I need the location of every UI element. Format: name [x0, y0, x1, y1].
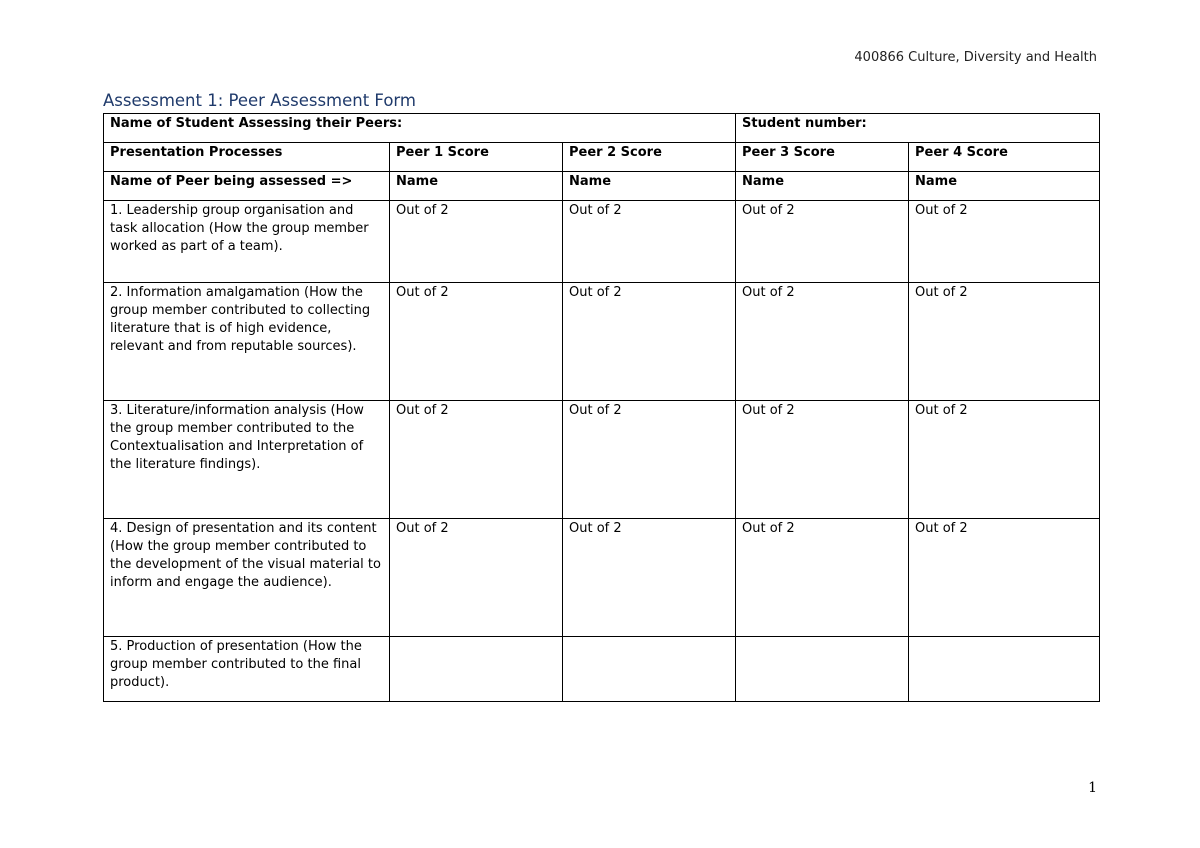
peer-2-score-cell[interactable]: Out of 2: [563, 519, 736, 637]
form-title: Assessment 1: Peer Assessment Form: [103, 91, 417, 110]
peer-2-header: Peer 2 Score: [563, 143, 736, 172]
student-number-field[interactable]: Student number:: [736, 114, 1100, 143]
peer-3-header: Peer 3 Score: [736, 143, 909, 172]
peer-name-label: Name of Peer being assessed =>: [104, 172, 390, 201]
peer-2-score-cell[interactable]: Out of 2: [563, 201, 736, 283]
peer-4-score-cell[interactable]: Out of 2: [909, 401, 1100, 519]
criterion-row: [104, 201, 1100, 283]
criterion-text: 5. Production of presentation (How the group member contributed to the final product).: [104, 637, 390, 702]
peer-4-header: Peer 4 Score: [909, 143, 1100, 172]
assessor-name-field[interactable]: Name of Student Assessing their Peers:: [104, 114, 736, 143]
criterion-text: 2. Information amalgamation (How the group member contributed to collecting literature that is of high evidence, relevant and from reputable sources).: [104, 283, 390, 401]
criterion-row: [104, 401, 1100, 519]
peer-4-name-field[interactable]: Name: [909, 172, 1100, 201]
peer-name-row: [104, 172, 1100, 201]
peer-1-header: Peer 1 Score: [390, 143, 563, 172]
peer-3-score-cell[interactable]: Out of 2: [736, 519, 909, 637]
criterion-row: [104, 519, 1100, 637]
peer-2-name-field[interactable]: Name: [563, 172, 736, 201]
peer-1-score-cell[interactable]: Out of 2: [390, 519, 563, 637]
criterion-text: 3. Literature/information analysis (How the group member contributed to the Contextualisation and Interpretation of the literature findings).: [104, 401, 390, 519]
peer-1-score-cell[interactable]: Out of 2: [390, 201, 563, 283]
criterion-row: [104, 283, 1100, 401]
peer-2-score-cell[interactable]: [563, 637, 736, 702]
peer-4-score-cell[interactable]: Out of 2: [909, 201, 1100, 283]
peer-2-score-cell[interactable]: Out of 2: [563, 283, 736, 401]
peer-3-score-cell[interactable]: Out of 2: [736, 201, 909, 283]
peer-3-score-cell[interactable]: [736, 637, 909, 702]
header-row: [104, 143, 1100, 172]
assessor-row: [104, 114, 1100, 143]
peer-3-name-field[interactable]: Name: [736, 172, 909, 201]
peer-1-score-cell[interactable]: Out of 2: [390, 283, 563, 401]
peer-4-score-cell[interactable]: Out of 2: [909, 519, 1100, 637]
peer-1-name-field[interactable]: Name: [390, 172, 563, 201]
peer-3-score-cell[interactable]: Out of 2: [736, 283, 909, 401]
process-header: Presentation Processes: [104, 143, 390, 172]
course-header: 400866 Culture, Diversity and Health: [854, 50, 1097, 65]
peer-4-score-cell[interactable]: [909, 637, 1100, 702]
peer-1-score-cell[interactable]: Out of 2: [390, 401, 563, 519]
peer-3-score-cell[interactable]: Out of 2: [736, 401, 909, 519]
criterion-text: 1. Leadership group organisation and task allocation (How the group member worked as part of a team).: [104, 201, 390, 283]
peer-4-score-cell[interactable]: Out of 2: [909, 283, 1100, 401]
peer-2-score-cell[interactable]: Out of 2: [563, 401, 736, 519]
page-number: 1: [1088, 780, 1097, 796]
criterion-row: [104, 637, 1100, 702]
peer-1-score-cell[interactable]: [390, 637, 563, 702]
peer-assessment-table: [103, 113, 1100, 702]
criterion-text: 4. Design of presentation and its content (How the group member contributed to the development of the visual material to inform and engage the audience).: [104, 519, 390, 637]
